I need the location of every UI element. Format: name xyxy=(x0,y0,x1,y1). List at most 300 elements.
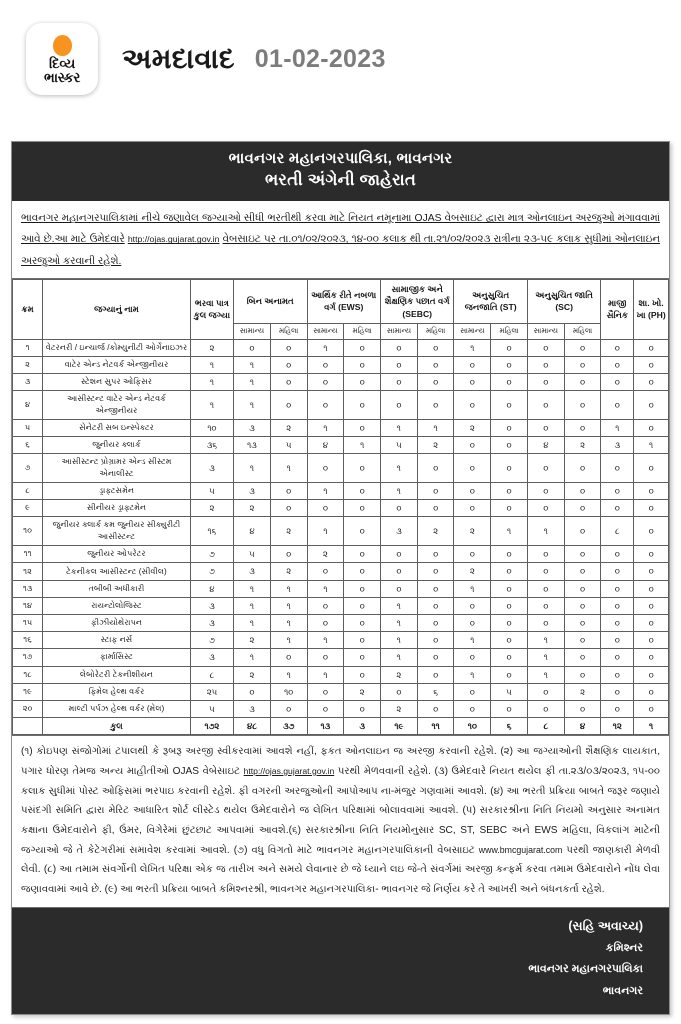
cell-st-female: ૦ xyxy=(491,356,528,373)
cell-sebc-female: ૦ xyxy=(417,454,454,483)
cell-sc-female: ૦ xyxy=(564,700,601,717)
cell-post-name: સીનીયર ડ્રાફ્ટમેન xyxy=(43,500,191,517)
cell-st-female: ૧ xyxy=(491,517,528,546)
cell-unreserved-general: ૧ xyxy=(234,597,271,614)
cell-ex-serviceman: ૦ xyxy=(601,454,634,483)
cell-sebc-female: ૦ xyxy=(417,546,454,563)
cell-post-name: વાટેર એન્ડ નેટવર્ક એન્જીનીયર xyxy=(43,356,191,373)
cell-unreserved-female: ૧ xyxy=(270,632,307,649)
cell-ex-serviceman: ૦ xyxy=(601,597,634,614)
cell-sr: ૫ xyxy=(13,419,43,436)
cell-sebc-female: ૦ xyxy=(417,580,454,597)
cell-sebc-general: ૨ xyxy=(380,666,417,683)
cell-total-posts: ૧૦ xyxy=(190,419,233,436)
cell-sebc-female: ૦ xyxy=(417,356,454,373)
cell-ews-female: ૦ xyxy=(344,666,381,683)
cell-ews-general: ૧ xyxy=(307,666,344,683)
table-row xyxy=(13,546,669,563)
cell-sc-female: ૦ xyxy=(564,373,601,390)
cell-sebc-general: ૦ xyxy=(380,546,417,563)
cell-sebc-general: ૦ xyxy=(380,683,417,700)
table-row xyxy=(13,391,669,420)
cell-ews-general: ૦ xyxy=(307,700,344,717)
cell-unreserved-general: ૩ xyxy=(234,700,271,717)
cell-sc-general: ૦ xyxy=(527,391,564,420)
cell-ex-serviceman: ૦ xyxy=(601,632,634,649)
footnote-bmc-link[interactable]: www.bmcgujarat.com xyxy=(478,844,563,855)
cell-st-female: ૦ xyxy=(491,597,528,614)
cell-sr: ૧૩ xyxy=(13,580,43,597)
cell-sc-general: ૦ xyxy=(527,356,564,373)
cell-sc-female: ૦ xyxy=(564,546,601,563)
cell-sebc-general: ૧ xyxy=(380,419,417,436)
cell-sr: ૭ xyxy=(13,454,43,483)
cell-sebc-general: ૧ xyxy=(380,454,417,483)
cell-st-female: ૦ xyxy=(491,373,528,390)
cell-sc-general: ૦ xyxy=(527,563,564,580)
cell-sebc-general: ૦ xyxy=(380,563,417,580)
cell-unreserved-general: ૧ xyxy=(234,649,271,666)
cell-unreserved-female: ૦ xyxy=(270,356,307,373)
cell-st-female: ૦ xyxy=(491,454,528,483)
cell-ews-female: ૨ xyxy=(344,683,381,700)
signature-organization: ભાવનગર મહાનગરપાલિકા xyxy=(528,963,643,976)
cell-ews-general: ૦ xyxy=(307,356,344,373)
cell-sc-general: ૧ xyxy=(527,632,564,649)
col-header-ews: આર્થિક રીતે નબળા વર્ગ (EWS) xyxy=(307,279,380,323)
cell-unreserved-female: ૨ xyxy=(270,517,307,546)
footnote-part1: (૧) કોઇપણ સંજોગોમાં ટપાલથી કે રૂબરૂ અરજી સ્વીકરવામાં આવશે નહીં, ફકત ઓનલાઇન જ અરજી કરવાની રહેશે. (૨) આ જગ્યાઓની શૈક્ષણિક લાયકાત, પગાર ધોરણ તેમજ અન્ય માહીતીઓ OJAS વેબેસાઇટ xyxy=(21,746,660,777)
cell-ews-general: ૦ xyxy=(307,373,344,390)
cell-unreserved-female: ૧ xyxy=(270,580,307,597)
cell-ex-serviceman: ૧ xyxy=(601,419,634,436)
cell-post-name: લેબોરેટરી ટેકનીશીયન xyxy=(43,666,191,683)
vacancy-table xyxy=(12,279,669,736)
cell-ex-serviceman: ૦ xyxy=(601,373,634,390)
cell-total-posts: ૧ xyxy=(190,356,233,373)
cell-st-female: ૦ xyxy=(491,666,528,683)
cell-sr: ૧ xyxy=(13,339,43,356)
vacancy-table-body xyxy=(13,339,669,735)
cell-unreserved-female: ૨ xyxy=(270,563,307,580)
cell-sc-general: ૦ xyxy=(527,483,564,500)
cell-ph: ૦ xyxy=(634,546,669,563)
cell-unreserved-general: ૧ xyxy=(234,580,271,597)
cell-total-posts: ૨ xyxy=(190,500,233,517)
cell-st-general: ૦ xyxy=(454,437,491,454)
col-header-ex-serviceman: માજી સૈનિક xyxy=(601,279,634,339)
cell-sebc-female: ૦ xyxy=(417,597,454,614)
cell-ph: ૦ xyxy=(634,666,669,683)
cell-ews-female: ૦ xyxy=(344,339,381,356)
col-header-st: અનુસુચિત જનજાતિ (ST) xyxy=(454,279,527,323)
cell-sr: ૧૦ xyxy=(13,517,43,546)
cell-sebc-general: ૫ xyxy=(380,437,417,454)
cell-sc-female: ૦ xyxy=(564,649,601,666)
edition-city: અમદાવાદ xyxy=(122,42,235,74)
cell-st-female: ૦ xyxy=(491,546,528,563)
cell-sebc-female: ૦ xyxy=(417,483,454,500)
cell-sebc-female: ૨ xyxy=(417,517,454,546)
cell-unreserved-general: ૧ xyxy=(234,373,271,390)
cell-sebc-female: ૦ xyxy=(417,500,454,517)
cell-st-general: ૦ xyxy=(454,700,491,717)
cell-unreserved-female: ૦ xyxy=(270,339,307,356)
cell-total-total-posts: ૧૭૨ xyxy=(190,718,233,735)
cell-sc-female: ૦ xyxy=(564,356,601,373)
cell-total-posts: ૮ xyxy=(190,666,233,683)
cell-ex-serviceman: ૦ xyxy=(601,683,634,700)
cell-sebc-female: ૦ xyxy=(417,649,454,666)
cell-ews-general: ૧ xyxy=(307,339,344,356)
cell-ex-serviceman: ૦ xyxy=(601,580,634,597)
cell-sc-female: ૦ xyxy=(564,483,601,500)
cell-ex-serviceman: ૮ xyxy=(601,517,634,546)
signature-city: ભાવનગર xyxy=(602,984,643,997)
cell-sc-female: ૨ xyxy=(564,683,601,700)
cell-sebc-female: ૬ xyxy=(417,683,454,700)
cell-unreserved-female: ૦ xyxy=(270,546,307,563)
cell-post-name: જુનીયર ઓપરેટર xyxy=(43,546,191,563)
cell-total-label: કુલ xyxy=(43,718,191,735)
cell-sebc-general: ૧ xyxy=(380,649,417,666)
cell-ews-general: ૨ xyxy=(307,546,344,563)
cell-sc-female: ૨ xyxy=(564,437,601,454)
cell-ews-female: ૦ xyxy=(344,373,381,390)
table-row xyxy=(13,500,669,517)
subcol-unreserved-female: મહિલા xyxy=(270,323,307,339)
cell-ex-serviceman: ૦ xyxy=(601,563,634,580)
ojas-website-link[interactable]: http://ojas.gujarat.gov.in xyxy=(127,234,220,245)
cell-st-female: ૦ xyxy=(491,700,528,717)
footnote-part3: પરથી જાણકારી મેળવી લેવી. (૮) આ તમામ સંવર્ગોની લેખિત પરિક્ષા એક જ તારીખ અને સમયે લેવાનાર છે જે ધ્યાને લઇ જે-તે સંવર્ગમાં અરજી કન્ફર્મ કરવા તમામ ઉમેદવારોને નોંધ લેવા જણાવવામાં આવે છે. (૯) આ ભરતી પ્રક્રિયા બાબતે કમિશ્નરશ્રી, ભાવનગર મહાનગરપાલિકા- ભાવનગર જે નિર્ણય કરે તે આખરી અને બંધનકર્તા રહેશે. xyxy=(21,844,660,895)
footnote-ojas-link[interactable]: http://ojas.gujarat.gov.in xyxy=(243,765,335,776)
cell-sebc-female: ૦ xyxy=(417,373,454,390)
cell-ews-female: ૦ xyxy=(344,517,381,546)
cell-ews-general: ૦ xyxy=(307,597,344,614)
cell-sr: ૨૦ xyxy=(13,700,43,717)
notice-intro xyxy=(12,201,669,278)
cell-sr: ૨ xyxy=(13,356,43,373)
cell-sc-female: ૦ xyxy=(564,597,601,614)
cell-sr: ૧૧ xyxy=(13,546,43,563)
cell-ph: ૦ xyxy=(634,356,669,373)
cell-unreserved-general: ૩ xyxy=(234,563,271,580)
edition-date: 01-02-2023 xyxy=(254,44,386,73)
subcol-ews-general: સામાન્ય xyxy=(307,323,344,339)
cell-unreserved-female: ૦ xyxy=(270,373,307,390)
table-row xyxy=(13,454,669,483)
cell-unreserved-female: ૦ xyxy=(270,391,307,420)
cell-sebc-female: ૦ xyxy=(417,700,454,717)
cell-ews-female: ૦ xyxy=(344,454,381,483)
cell-total-posts: ૫ xyxy=(190,483,233,500)
cell-total-ews-female: ૩ xyxy=(344,718,381,735)
cell-sc-female: ૦ xyxy=(564,666,601,683)
cell-ph: ૦ xyxy=(634,700,669,717)
cell-sr: ૩ xyxy=(13,373,43,390)
cell-unreserved-female: ૫ xyxy=(270,437,307,454)
cell-total-st-female: ૬ xyxy=(491,718,528,735)
cell-unreserved-general: ૨ xyxy=(234,500,271,517)
cell-unreserved-female: ૦ xyxy=(270,649,307,666)
cell-st-general: ૦ xyxy=(454,373,491,390)
col-header-sebc: સામાજીક અને શૈક્ષણિક પછાત વર્ગ (SEBC) xyxy=(380,279,453,323)
cell-ews-female: ૦ xyxy=(344,391,381,420)
cell-total-posts: ૧૬ xyxy=(190,517,233,546)
subcol-sebc-female: મહિલા xyxy=(417,323,454,339)
cell-post-name: ટેકનીકલ આસીસ્ટન્ટ (સીવીલ) xyxy=(43,563,191,580)
cell-post-name: સ્ટેશન સુપર ઓફિસર xyxy=(43,373,191,390)
cell-sebc-general: ૦ xyxy=(380,356,417,373)
cell-ph: ૦ xyxy=(634,373,669,390)
cell-total-ews-general: ૧૩ xyxy=(307,718,344,735)
cell-st-general: ૦ xyxy=(454,356,491,373)
subcol-sc-general: સામાન્ય xyxy=(527,323,564,339)
cell-ph: ૦ xyxy=(634,391,669,420)
cell-ews-female: ૦ xyxy=(344,580,381,597)
cell-unreserved-general: ૦ xyxy=(234,683,271,700)
subcol-sebc-general: સામાન્ય xyxy=(380,323,417,339)
intro-text-part2: વેબસાઇટ પર તા.૦૧/૦૨/૨૦૨૩, ૧૪-૦૦ કલાક થી તા.૨૧/૦૨/૨૦૨૩ રાત્રીના ૨૩-૫૯ કલાક સુધીમાં ઓનલાઇન અરજુઓ કરવાની રહેશે. xyxy=(21,234,660,267)
cell-unreserved-general: ૫ xyxy=(234,546,271,563)
cell-unreserved-general: ૧૩ xyxy=(234,437,271,454)
cell-sc-female: ૦ xyxy=(564,632,601,649)
cell-sebc-female: ૦ xyxy=(417,563,454,580)
cell-total-unreserved-female: ૩૭ xyxy=(270,718,307,735)
cell-total-posts: ૭ xyxy=(190,563,233,580)
cell-ews-female: ૦ xyxy=(344,649,381,666)
cell-sebc-general: ૧ xyxy=(380,597,417,614)
cell-unreserved-general: ૧ xyxy=(234,356,271,373)
cell-total-sc-female: ૪ xyxy=(564,718,601,735)
cell-st-general: ૧ xyxy=(454,339,491,356)
cell-sr: ૧૯ xyxy=(13,683,43,700)
cell-ex-serviceman: ૦ xyxy=(601,356,634,373)
cell-ews-general: ૪ xyxy=(307,437,344,454)
cell-ph: ૦ xyxy=(634,339,669,356)
cell-ph: ૦ xyxy=(634,454,669,483)
cell-unreserved-general: ૪ xyxy=(234,517,271,546)
cell-total-unreserved-general: ૪૮ xyxy=(234,718,271,735)
cell-unreserved-female: ૦ xyxy=(270,483,307,500)
cell-ex-serviceman: ૦ xyxy=(601,614,634,631)
cell-post-name: સ્ટાફ નર્સ xyxy=(43,632,191,649)
cell-post-name: માલ્ટી પર્પઝ હેલ્થ વર્કર (મેલ) xyxy=(43,700,191,717)
table-header-row-main xyxy=(13,279,669,323)
cell-post-name: જુનીયર ક્લાર્ક કમ જુનીયર સીક્યુરીટી આસીસ્ટન્ટ xyxy=(43,517,191,546)
cell-ph: ૦ xyxy=(634,614,669,631)
table-row xyxy=(13,373,669,390)
table-row xyxy=(13,632,669,649)
col-header-total-posts: ભરવા પાત્ર કુલ જગ્યા xyxy=(190,279,233,339)
cell-unreserved-general: ૩ xyxy=(234,419,271,436)
cell-st-female: ૦ xyxy=(491,437,528,454)
cell-st-general: ૦ xyxy=(454,649,491,666)
cell-sc-general: ૪ xyxy=(527,437,564,454)
cell-sc-general: ૦ xyxy=(527,500,564,517)
subcol-st-general: સામાન્ય xyxy=(454,323,491,339)
cell-sebc-female: ૦ xyxy=(417,666,454,683)
cell-ews-female: ૦ xyxy=(344,614,381,631)
cell-st-female: ૦ xyxy=(491,339,528,356)
cell-sebc-female: ૨ xyxy=(417,437,454,454)
cell-ews-general: ૦ xyxy=(307,614,344,631)
cell-st-general: ૦ xyxy=(454,500,491,517)
cell-sc-general: ૧ xyxy=(527,666,564,683)
cell-st-female: ૦ xyxy=(491,500,528,517)
cell-unreserved-general: ૨ xyxy=(234,632,271,649)
cell-sr: ૧૬ xyxy=(13,632,43,649)
cell-ews-general: ૦ xyxy=(307,563,344,580)
cell-ews-female: ૦ xyxy=(344,546,381,563)
cell-ex-serviceman: ૦ xyxy=(601,546,634,563)
cell-sc-female: ૦ xyxy=(564,454,601,483)
cell-st-general: ૨ xyxy=(454,563,491,580)
subcol-st-female: મહિલા xyxy=(491,323,528,339)
subcol-sc-female: મહિલા xyxy=(564,323,601,339)
notice-org-title: ભાવનગર મહાનગરપાલિકા, ભાવનગર xyxy=(228,150,453,167)
cell-sr: ૯ xyxy=(13,500,43,517)
cell-sr: ૧૫ xyxy=(13,614,43,631)
cell-post-name: આસીસ્ટન્ટ વાટેર એન્ડ નેટવર્ક એન્જીનીયર xyxy=(43,391,191,420)
cell-ews-female: ૦ xyxy=(344,356,381,373)
cell-sebc-general: ૦ xyxy=(380,580,417,597)
table-row xyxy=(13,649,669,666)
cell-total-posts: ૩ xyxy=(190,454,233,483)
col-header-unreserved: બિન અનામત xyxy=(234,279,307,323)
divya-bhaskar-logo xyxy=(26,23,98,95)
cell-ews-general: ૧ xyxy=(307,483,344,500)
cell-ph: ૦ xyxy=(634,632,669,649)
col-header-post-name: જગ્યાનું નામ xyxy=(43,279,191,339)
cell-sr: ૪ xyxy=(13,391,43,420)
cell-total-posts: ૨૫ xyxy=(190,683,233,700)
table-row xyxy=(13,563,669,580)
cell-st-general: ૦ xyxy=(454,483,491,500)
cell-post-name: ડ્રાફ્ટસમેન xyxy=(43,483,191,500)
logo-text-line1: દિવ્ય xyxy=(49,56,75,72)
cell-total-ph: ૧ xyxy=(634,718,669,735)
cell-post-name: સેનેટરી સબ ઇન્સ્પેક્ટર xyxy=(43,419,191,436)
cell-total-sr-blank xyxy=(13,718,43,735)
cell-ews-female: ૦ xyxy=(344,632,381,649)
table-row xyxy=(13,666,669,683)
cell-ews-general: ૧ xyxy=(307,580,344,597)
cell-sebc-general: ૦ xyxy=(380,500,417,517)
cell-sc-general: ૦ xyxy=(527,700,564,717)
cell-unreserved-general: ૦ xyxy=(234,339,271,356)
col-header-sr: ક્રમ xyxy=(13,279,43,339)
cell-post-name: ફીઝીયોથેરાપન xyxy=(43,614,191,631)
cell-ews-general: ૧ xyxy=(307,632,344,649)
cell-ews-general: ૦ xyxy=(307,649,344,666)
cell-ews-female: ૦ xyxy=(344,500,381,517)
cell-st-general: ૦ xyxy=(454,454,491,483)
cell-ph: ૦ xyxy=(634,500,669,517)
cell-ews-general: ૦ xyxy=(307,683,344,700)
cell-ex-serviceman: ૦ xyxy=(601,483,634,500)
cell-ews-general: ૧ xyxy=(307,419,344,436)
cell-ex-serviceman: ૦ xyxy=(601,339,634,356)
cell-sebc-female: ૦ xyxy=(417,614,454,631)
cell-st-female: ૦ xyxy=(491,419,528,436)
cell-sc-female: ૦ xyxy=(564,563,601,580)
cell-sebc-general: ૦ xyxy=(380,339,417,356)
cell-sebc-female: ૦ xyxy=(417,391,454,420)
cell-unreserved-female: ૧ xyxy=(270,597,307,614)
table-row xyxy=(13,597,669,614)
sun-dot-icon xyxy=(53,35,72,56)
cell-sebc-general: ૦ xyxy=(380,391,417,420)
cell-ews-general: ૦ xyxy=(307,391,344,420)
col-header-sc: અનુસુચિત જાતિ (SC) xyxy=(527,279,600,323)
cell-sebc-female: ૧ xyxy=(417,419,454,436)
masthead xyxy=(0,0,681,118)
cell-unreserved-female: ૦ xyxy=(270,500,307,517)
cell-post-name: વેટરનરી / ઇન્ચાર્જ /કોમ્યુનીટી ઓર્ગેનાઇઝર xyxy=(43,339,191,356)
cell-st-general: ૦ xyxy=(454,597,491,614)
cell-ex-serviceman: ૦ xyxy=(601,500,634,517)
cell-st-female: ૦ xyxy=(491,391,528,420)
table-row xyxy=(13,683,669,700)
cell-total-sc-general: ૮ xyxy=(527,718,564,735)
cell-ews-female: ૦ xyxy=(344,483,381,500)
cell-st-general: ૧ xyxy=(454,580,491,597)
cell-total-posts: ૩ xyxy=(190,597,233,614)
cell-st-general: ૧ xyxy=(454,632,491,649)
cell-post-name: ફિમેલ હેલ્થ વર્કર xyxy=(43,683,191,700)
cell-unreserved-female: ૦ xyxy=(270,700,307,717)
cell-ews-general: ૦ xyxy=(307,500,344,517)
cell-st-general: ૨ xyxy=(454,419,491,436)
subcol-unreserved-general: સામાન્ય xyxy=(234,323,271,339)
cell-sebc-female: ૦ xyxy=(417,339,454,356)
cell-ex-serviceman: ૦ xyxy=(601,700,634,717)
cell-sebc-general: ૩ xyxy=(380,517,417,546)
cell-ews-general: ૧ xyxy=(307,517,344,546)
table-row xyxy=(13,517,669,546)
cell-unreserved-female: ૧ xyxy=(270,454,307,483)
cell-st-female: ૦ xyxy=(491,580,528,597)
footnote-part2: પરથી મેળવવાની રહેશે. (૩) ઉમેદવારે નિયત થયેલ ફી તા.૨૩/૦૩/૨૦૨૩, ૧૫-૦૦ કલાક સુધીમાં પોસ્ટ ઓફિસમાં ભરપાઇ કરવાની રહેશે. ફી વગરની અરજુઓની આપોઆપ ના-મંજુર ગણવામાં આવશે. (૪) આ ભરતી પ્રક્રિયા બાબતે જરૂર જણાયે પસંદગી સમિતિ દ્વારા મેરિટ આધારિત શોર્ટ લીસ્ટેડ થયેલ ઉમેદવારોને જ લેખિત પરિક્ષામાં બોલાવવામાં આવશે. (૫) સરકારશ્રીના નિતિ નિયમો અનુસાર અનામત કક્ષાના ઉમેદવારોને ફી, ઉંમર, વિગેરેમાં છુંટછાટ આપવામાં આવશે.(૬) સરકારશ્રીના નિતિ નિયમોનુસાર SC, ST, SEBC અને EWS મહિલા, વિકલાંગ માટેની જગ્યાઓ જે તે કેટેગરીમાં સમાવેશ કરવામાં આવશે. (૭) વધુ વિગતો માટે ભાવનગર મહાનગરપાલિકાની વેબસાઇટ xyxy=(21,765,660,856)
cell-sc-general: ૦ xyxy=(527,614,564,631)
cell-post-name: રાયન્ટોલોજિસ્ટ xyxy=(43,597,191,614)
cell-sebc-general: ૦ xyxy=(380,373,417,390)
cell-total-posts: ૫ xyxy=(190,700,233,717)
cell-total-posts: ૭ xyxy=(190,632,233,649)
cell-ex-serviceman: ૩ xyxy=(601,437,634,454)
cell-sebc-general: ૨ xyxy=(380,700,417,717)
cell-ex-serviceman: ૦ xyxy=(601,649,634,666)
cell-total-posts: ૭ xyxy=(190,546,233,563)
table-row xyxy=(13,580,669,597)
cell-sc-general: ૦ xyxy=(527,683,564,700)
cell-st-female: ૦ xyxy=(491,483,528,500)
cell-sc-female: ૦ xyxy=(564,517,601,546)
cell-sr: ૧૭ xyxy=(13,649,43,666)
cell-unreserved-general: ૧ xyxy=(234,391,271,420)
cell-total-sebc-general: ૧૯ xyxy=(380,718,417,735)
cell-total-posts: ૧ xyxy=(190,391,233,420)
cell-st-general: ૨ xyxy=(454,517,491,546)
cell-st-female: ૦ xyxy=(491,614,528,631)
cell-sr: ૧૨ xyxy=(13,563,43,580)
cell-sc-female: ૦ xyxy=(564,391,601,420)
signature-designation: કમિશ્નર xyxy=(605,942,643,955)
table-row xyxy=(13,614,669,631)
cell-st-general: ૧ xyxy=(454,666,491,683)
